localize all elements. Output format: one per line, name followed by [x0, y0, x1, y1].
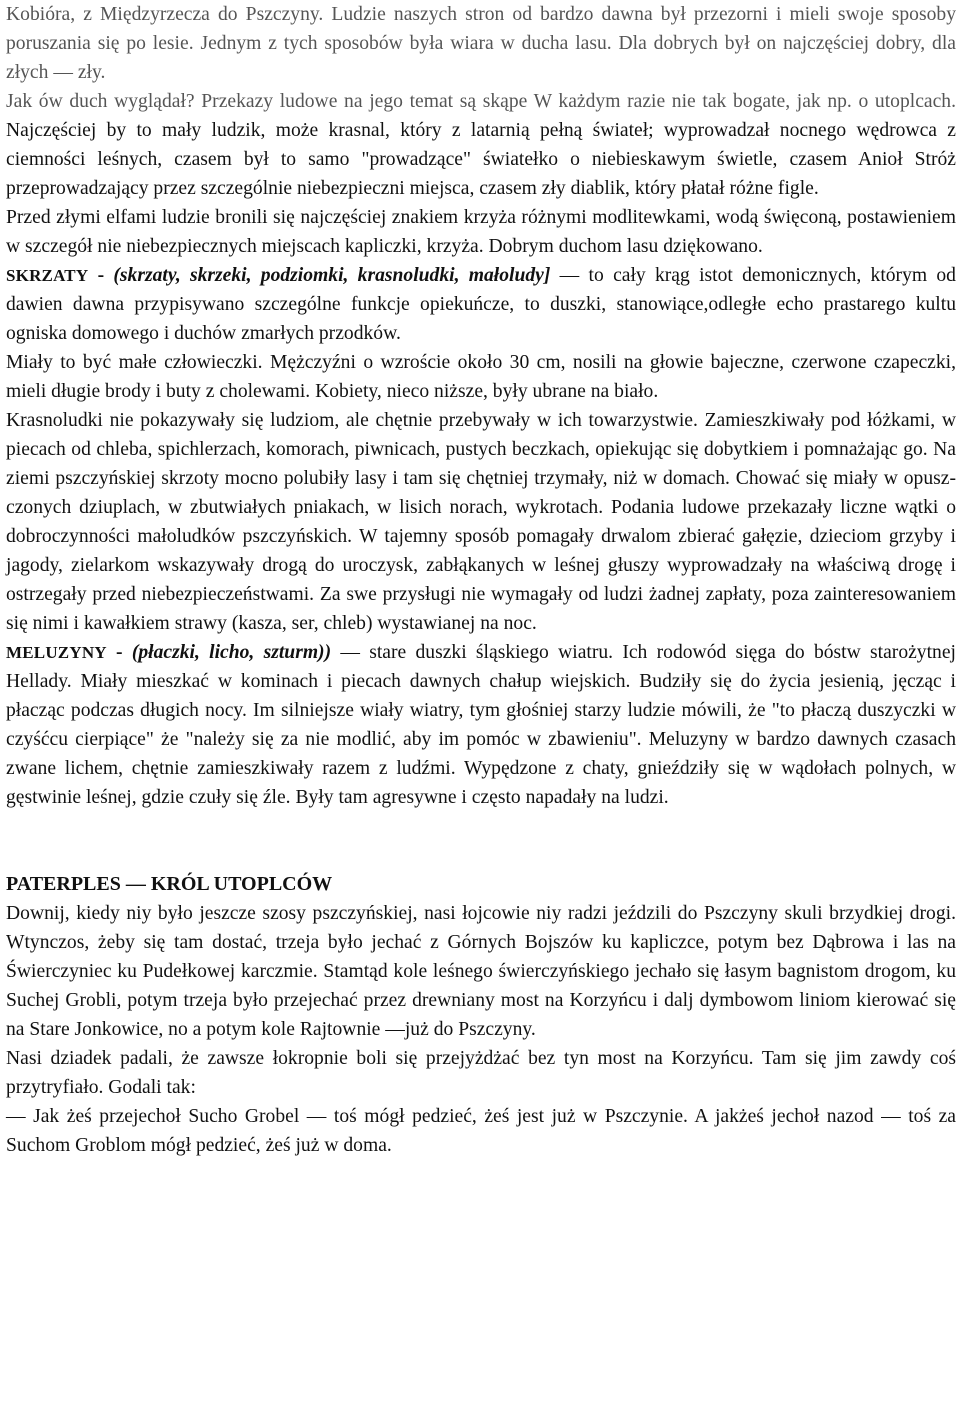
meluzyny-definition: — stare duszki śląskiego wiatru. Ich rodowód sięga do bóstw starożytnej Hellady. Miały mieszkać w kominach i piecach dawnych chałup wiejskich. Budziły się do życia jesienią, jęcząc i płacząc podczas długich nocy. Im silniejsze wiały wiatry, tym głośniej starzy ludzie mówili, że "to płaczą duszyczki w czyśćcu cierpiące" że "należy się za nie modlić, aby im pomóc w zbawieniu". Meluzyny w bardzo dawnych czasach zwane lichem, chętnie zamieszkiwały razem z ludźmi. Wypędzone z chaty, gnieździły się w wądołach polnych, w gęstwinie leśnej, gdzie czuły się źle. Były tam agresywne i często napadały na ludzi.: [6, 642, 956, 808]
skrzaty-appearance-text: Miały to być małe człowieczki. Mężczyźni o wzroście około 30 cm, nosili na głowie bajeczne, czerwone czapeczki, mieli długie brody i buty z cholewami. Kobiety, nieco niższe, były ubrane na biało.: [6, 352, 956, 402]
document-page: [6, 0, 956, 1160]
meluzyny-paragraph: [6, 638, 956, 812]
paterples-paragraph-2: [6, 1044, 956, 1102]
intro-paragraph-3: [6, 203, 956, 261]
skrzaty-definition: — to cały krąg istot demonicznych, którym od dawien dawna przypisywano szczególne funkcje opiekuńcze, to duszki, stanowiące,odległe echo prastarego kultu ogniska domowego i duchów zmarłych przodków.: [6, 265, 956, 344]
skrzaty-aliases: (skrzaty, skrzeki, podziomki, krasnoludki, małoludy]: [113, 265, 551, 286]
paterples-paragraph-3: [6, 1102, 956, 1160]
paterples-saying-text: — Jak żeś przejechoł Sucho Grobel — toś mógł pedzieć, żeś jest już w Pszczynie. A jakżeś jechoł nazod — toś za Suchom Groblom mógł pedzieć, żeś już w doma.: [6, 1106, 956, 1156]
meluzyny-term: MELUZYNY: [6, 643, 107, 662]
intro-paragraph-1: [6, 0, 956, 87]
paterples-paragraph-1: [6, 899, 956, 1044]
skrzaty-habits-paragraph: [6, 406, 956, 638]
skrzaty-appearance-paragraph: [6, 348, 956, 406]
meluzyny-aliases: (płaczki, licho, szturm)): [131, 642, 332, 663]
paterples-bridge-text: Nasi dziadek padali, że zawsze łokropnie boli się przejyżdżać bez tyn most na Korzyńcu. Tam się jim zawdy coś przytryfiało. Godali tak:: [6, 1048, 956, 1098]
intro-paragraph-2: [6, 87, 956, 203]
skrzaty-dash: -: [88, 265, 114, 286]
intro-description-text: Najczęściej by to mały ludzik, może krasnal, który z latarnią pełną świateł; wyprowadzał nocnego wędrowca z ciemności leśnych, czasem był to samo "prowadzące" światełko o niebieskawym świetle, czasem Anioł Stróż przeprowadzający przez szczególnie niebezpieczni miejsca, czasem zły diablik, który płatał różne figle.: [6, 120, 956, 199]
section-spacer: [6, 812, 956, 870]
skrzaty-habits-text: Krasnoludki nie pokazywały się ludziom, ale chętnie przebywały w ich towarzystwie. Zamieszkiwały pod łóżkami, w piecach od chleba, spichlerzach, komorach, piwnicach, pustych beczkach, opiekując się dobytkiem i pomnażając go. Na ziemi pszczyńskiej skrzoty mocno polubiły lasy i tam się chętniej trzymały, niż w domach. Chować się miały w opusz-czonych dziuplach, w zbutwiałych pniakach, w lisich norach, wykrotach. Podania ludowe przekazały liczne wątki o dobroczynności małoludków pszczyńskich. W tajemny sposób pomagały drwalom zbierać gałęzie, dzieciom grzyby i jagody, zielarkom wskazywały drogą do uroczysk, zabłąkanych w leśnej głuszy wyprowadzały na właściwą drogę i ostrzegały przed niebezpieczeństwami. Za swe przysługi nie wymagały od ludzi żadnej zapłaty, poza zainteresowaniem się nimi i kawałkiem strawy (kasza, ser, chleb) wystawianej na noc.: [6, 410, 956, 634]
intro-protection-text: Przed złymi elfami ludzie bronili się najczęściej znakiem krzyża różnymi modlitewkami, wodą święconą, postawieniem w szczegół nie niebezpiecznych miejscach kapliczki, krzyża. Dobrym duchom lasu dziękowano.: [6, 207, 956, 257]
meluzyny-dash: -: [106, 642, 132, 663]
paterples-route-text: Downij, kiedy niy było jeszcze szosy pszczyńskiej, nasi łojcowie niy radzi jeździli do Pszczyny skuli brzydkiej drogi. Wtynczos, żeby się tam dostać, trzeja było jechać z Górnych Bojszów ku kapliczce, potym bez Dąbrowa i las na Świerczyniec ku Pudełkowej karczmie. Stamtąd kole leśnego świerczyńskiego jechało się łasym bagnistom drogom, ku Suchej Grobli, potym trzeja było przejechać przez drewniany most na Korzyńcu i dalj dymbowom liniom kierować się na Stare Jonkowice, no a potym kole Rajtownie —już do Pszczyny.: [6, 903, 956, 1040]
intro-text-1: Kobióra, z Międzyrzecza do Pszczyny. Ludzie naszych stron od bardzo dawna był przezorni i mieli swoje sposoby poruszania się po lesie. Jednym z tych sposobów była wiara w ducha lasu. Dla dobrych był on najczęściej dobry, dla złych — zły.: [6, 4, 956, 83]
skrzaty-paragraph: [6, 261, 956, 348]
skrzaty-term: SKRZATY: [6, 266, 89, 285]
intro-question-text: Jak ów duch wyglądał? Przekazy ludowe na jego temat są skąpe W każdym razie nie tak bogate, jak np. o utoplcach.: [6, 91, 956, 112]
paterples-heading: PATERPLES — KRÓL UTOPLCÓW: [6, 873, 333, 895]
